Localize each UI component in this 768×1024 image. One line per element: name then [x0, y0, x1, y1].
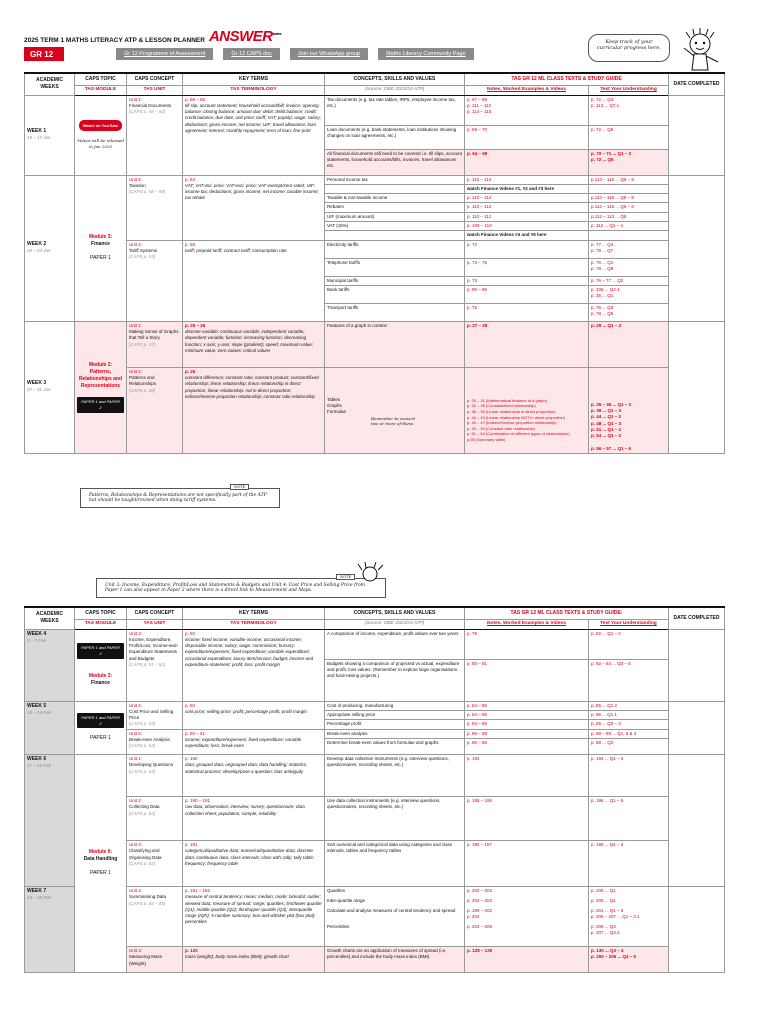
key-terms-classifying: p. 191 categorical/qualitative data; numerical/quantitative data; discrete data; continuous data; class intervals; class with; tally; tally table; frequency; frequency table: [183, 840, 325, 886]
skill: VAT (15%): [325, 221, 465, 230]
atp-table-2: [24, 606, 725, 973]
youtube-button[interactable]: Watch on YouTube: [79, 120, 122, 132]
notes-ref: p. 73 – 75: [465, 258, 589, 276]
test-ref: p. 72 ... Q4 p. 113 ... Q7.1: [589, 95, 669, 125]
test-ref: [589, 184, 669, 193]
unit-classifying: Unit 3: Classifying and Organising Data [CAPS p. 83]: [127, 840, 183, 886]
test-ref: p. 85 ... Q2 – 3: [589, 720, 669, 729]
unit-questions: Unit 1: Developing Questions [CAPS p. 83]: [127, 754, 183, 796]
col-terms: KEY TERMS: [183, 73, 325, 85]
video-note: Videos will be released in Jan 2025: [77, 137, 124, 149]
test-list: p. 35 – 36 ... Q1 – 3 p. 39 ... Q1 – 3 p. 44 ... Q1 – 2 p. 48 ... Q1 – 3 p. 51 ... Q1 – 2 p. 54 ... Q1 – 2 p. 56 – 57 ... Q1 – 6: [589, 367, 669, 453]
paper-cell-w5: PAPER 1 and PAPER 2 PAPER 1: [75, 701, 127, 754]
atp-table-1: [24, 72, 725, 454]
notes-ref: p. 95 – 96: [465, 285, 589, 303]
notes-ref: p. 67 – 68 p. 111 – 112 p. 114 – 115: [465, 95, 589, 125]
notes-ref: p. 84 – 85: [465, 710, 589, 719]
unit-financial-documents: Unit 1: Financial Documents [CAPS p. 49 – 50]: [127, 95, 183, 175]
col-topic: CAPS TOPIC: [75, 607, 127, 619]
week-6: WEEK 6 17 – 21 Feb: [25, 754, 75, 886]
unit-taxation: Unit 5: Taxation [CAPS p. 58 – 59]: [127, 175, 183, 240]
notes-ref: p. 110 – 112: [465, 194, 589, 203]
col-tas-term: TAS TERMINOLOGY: [183, 619, 325, 629]
notes-ref: p. 110 – 112: [465, 175, 589, 184]
week-4: WEEK 4 3 – 7 Feb: [25, 629, 75, 701]
unit-mass: Unit 3: Measuring Mass (Weight): [127, 946, 183, 972]
col-notes: Notes, Worked Examples & Videos: [465, 619, 589, 629]
unit-break-even: Unit 5: Break-even Analysis [CAPS p. 53]: [127, 729, 183, 754]
notes-ref: p. 109 – 110: [465, 221, 589, 230]
unit-graphs: Unit 1: Making Sense of Graphs that Tell a Story [CAPS p. 37]: [127, 321, 183, 367]
week-5: WEEK 5 10 – 14 Feb: [25, 701, 75, 754]
skill: Rebates: [325, 203, 465, 212]
date-cell[interactable]: [669, 95, 725, 175]
col-weeks: ACADEMIC WEEKS: [25, 607, 75, 629]
notes-ref: p. 195 – 196: [465, 796, 589, 840]
youtube-cell: [75, 95, 127, 175]
col-concept: CAPS CONCEPT: [127, 607, 183, 619]
skill: Features of a graph in context: [325, 321, 465, 367]
notes-ref: p. 80 – 81: [465, 659, 589, 701]
skill: A comparison of income, expenditure, profit values over two years: [325, 629, 465, 659]
week-2: WEEK 2 20 – 24 Jan: [25, 175, 75, 321]
skill: Develop data collection instruments (e.g. interview questions, questionnaires, recording sheets, etc.): [325, 754, 465, 796]
date-cell[interactable]: [669, 629, 725, 701]
test-ref: p. 88 – 89 ... Q1, 3 & 4: [589, 729, 669, 738]
key-terms-cost: p. 60 cost price; selling price; profit; percentage profit; profit margin: [183, 701, 325, 729]
test-ref: p. 112 ... Q1 – 4: [589, 221, 669, 230]
col-guide: TAS GR 12 ML CLASS TEXTS & STUDY GUIDE: [465, 73, 669, 85]
notes-ref: p. 110 – 112: [465, 212, 589, 221]
brand-logo: $ANSWER^{series}$: [208, 28, 282, 45]
skill: Appropriate selling price: [325, 710, 465, 719]
notes-ref: p. 79: [465, 629, 589, 659]
test-ref: p. 70 – 71 ... Q1 – 3 p. 72 ... Q5: [589, 149, 669, 175]
col-test: Test Your Understanding: [589, 85, 669, 95]
notes-ref: p. 196 – 197: [465, 840, 589, 886]
skill: Loan documents (e.g. bank statements, loan institutions showing changes on loan agreements, etc.): [325, 125, 465, 149]
skill: Municipal tariffs: [325, 276, 465, 285]
test-ref: p. 76 ... Q3 p. 78 ... Q5: [589, 303, 669, 321]
key-terms-graphs: p. 25 – 26 discrete variable; continuous variable; independent variable; dependent variable; function; increasing function; decreasing function; x-axis; y-axis; slope (gradient); speed; maximum value; minimum value; zero values; critical values: [183, 321, 325, 367]
page-title: 2025 TERM 1 MATHS LITERACY ATP & LESSON PLANNER: [24, 37, 205, 44]
col-concept: CAPS CONCEPT: [127, 73, 183, 85]
notes-ref: p. 194: [465, 754, 589, 796]
skill: Telephone tariffs: [325, 258, 465, 276]
date-cell[interactable]: [669, 321, 725, 453]
key-terms-questions: p. 190 data; grouped data; ungrouped data; data handling; statistics; statistical process; develop/pose a question; bias ambiguity: [183, 754, 325, 796]
skill: Sort numerical and categorical data using categories and class intervals, tables and frequency tables: [325, 840, 465, 886]
skill: UIF (maximum amount): [325, 212, 465, 221]
test-ref: p. 76 – 77 ... Q2: [589, 276, 669, 285]
skill: Percentage profit: [325, 720, 465, 729]
test-ref: p. 85 ... Q1.2: [589, 701, 669, 710]
skill: Break-even analysis: [325, 729, 465, 738]
key-terms-break-even: p. 60 – 61 income; expenditure/expenses; fixed expenditure; variable expenditure; loss; break-even: [183, 729, 325, 754]
note-patterns: NOTE Patterns, Relationships & Representations are not specifically part of the ATP but should be taught/revised when doing tariff systems.: [80, 488, 280, 508]
date-cell[interactable]: [669, 754, 725, 886]
skills-quartiles: Quartiles Inter-quartile range Calculate and analyse measures of central tendency and spread Percentiles: [325, 886, 465, 946]
week-1: WEEK 1 15 – 17 Jan: [25, 95, 75, 175]
test-ref: p. 105 ... Q2.4 p. 35 ... Q1: [589, 285, 669, 303]
key-terms-summarising: p. 191 – 192 measure of central tendency; mean; median; mode; bimodal; outlier; skewed data; measure of spread; range; quartiles; first/lower quartile (Q1); middle quartile (Q2); third/upper quartile (Q3); interquartile range (IQR); 5-number summary; box-and-whisker plot (box plot); percentiles: [183, 886, 325, 946]
skill: [325, 184, 465, 193]
module-finance-w4: PAPER 1 and PAPER 2 Module 3: Finance: [75, 629, 127, 701]
test-ref: p.113 – 116 ... Q6 – 8: [589, 203, 669, 212]
skill: [325, 231, 465, 240]
notes-ref: p. 86 – 88: [465, 729, 589, 738]
notes-ref: p. 72: [465, 240, 589, 258]
test-ref: p.113 – 116 ... Q6 – 8: [589, 194, 669, 203]
key-terms-collecting: p. 190 – 191 raw data; observation; interview; survey; questionnaire; data collection sheet; population; sample; reliability: [183, 796, 325, 840]
notes-ref: p. 128 – 130: [465, 946, 589, 972]
date-cell[interactable]: [669, 701, 725, 754]
unit-income: Unit 3: Income, Expenditure, Profit/Loss, Income-and-Expenditure Statements and Budgets [CAPS p. 51 – 52]: [127, 629, 183, 701]
test-ref: p. 194 ... Q1 – 3: [589, 754, 669, 796]
col-test: Test Your Understanding: [589, 619, 669, 629]
unit-collecting: Unit 2: Collecting Data [CAPS p. 83]: [127, 796, 183, 840]
notes-ref: p. 110 – 112: [465, 203, 589, 212]
col-guide: TAS GR 12 ML CLASS TEXTS & STUDY GUIDE:: [465, 607, 669, 619]
skills-representations: Tables Graphs Formulae Remember to convert two or more of these.: [325, 367, 465, 453]
test-ref: p. 130 ... Q3 – 4 p. 200 – 206 ... Q4 – 5: [589, 946, 669, 972]
test-ref: p.113 – 116 ... Q6 – 8: [589, 175, 669, 184]
test-ref: p. 76 ... Q1 p. 78 ... Q6: [589, 258, 669, 276]
notes-ref: p. 69 – 70: [465, 125, 589, 149]
skill: Tax documents (e.g. tax rate tables, IRP5, employee income tax, etc.): [325, 95, 465, 125]
notes-ref: p. 84 – 85: [465, 701, 589, 710]
key-terms-income: p. 60 income; fixed income; variable income; occasional income; disposable income; salary; wage; commission; bursary; expenditure/expenses; fixed expenditure; variable expenditure; occasional expenditure; luxury item/service; budget; income-and expenditure statement; profit; loss; profit margin: [183, 629, 325, 701]
progress-bubble: Keep track of your curricular progress here.: [588, 34, 670, 62]
test-ref: p. 82 ... Q1 – 2: [589, 629, 669, 659]
unit-cost-price: Unit 4: Cost Price and Selling Price [CAPS p. 52]: [127, 701, 183, 729]
test-ref: p. 72 ... Q6: [589, 125, 669, 149]
nav-link-community[interactable]: Maths Literacy Community Page: [378, 48, 473, 60]
test-ref: p. 82 – 84 ... Q3 – 5: [589, 659, 669, 701]
nav-link-caps[interactable]: Gr 12 CAPS doc: [223, 48, 280, 60]
module-data-handling: Module 6: Data Handling PAPER 1: [75, 754, 127, 972]
test-ref: [589, 231, 669, 240]
remember-note: Remember to convert two or more of these.: [371, 415, 416, 427]
kid-mascot-icon: [676, 28, 724, 72]
notes-ref: p. 86 – 88: [465, 738, 589, 754]
col-tas-unit: TAS UNIT: [127, 85, 183, 95]
skill: Transport tariffs: [325, 303, 465, 321]
test-ref: p. 88 ... Q2: [589, 738, 669, 754]
test-ref: p. 196 ... Q1 – 5: [589, 796, 669, 840]
key-terms-w1: p. 58 – 59 till slip; account statement; household account/bill; invoice; opening balance; closing balance; amount due; debit; debit balance; credit; credit balance; due date; unit price; tariff; VAT; payslip; wage; salary; deductions; gross income; net income; UIF; travel allowance; loan agreement; interest; monthly repayment; term of loan; fine print: [183, 95, 325, 175]
test-ref: p.112 – 113 ... Q5: [589, 212, 669, 221]
skill: Personal income tax: [325, 175, 465, 184]
col-topic: CAPS TOPIC: [75, 73, 127, 85]
module-patterns: Module 2: Patterns, Relationships and Representations PAPER 1 and PAPER 2: [75, 321, 127, 453]
col-tas-term: TAS TERMINOLOGY: [183, 85, 325, 95]
skill: All financial documents still need to be covered i.e. till slips, account statements, household accounts/bills, invoices, travel allowances etc.: [325, 149, 465, 175]
grade-badge: GR 12: [24, 47, 64, 61]
video-link[interactable]: watch Finance Videos #1, #2 and #3 here: [465, 184, 589, 193]
skill: Electricity tariffs: [325, 240, 465, 258]
col-tas-module: TAS MODULE: [75, 85, 127, 95]
col-tas-unit: TAS UNIT: [127, 619, 183, 629]
skill: Taxable & non-taxable income: [325, 194, 465, 203]
skill: Bank tariffs: [325, 285, 465, 303]
module-finance: Module 3: Finance PAPER 1: [75, 175, 127, 321]
unit-patterns: Unit 2: Patterns and Relationships [CAPS p. 38]: [127, 367, 183, 453]
col-tas-module: TAS MODULE: [75, 619, 127, 629]
test-ref: p. 77 ... Q4 p. 78 ... Q7: [589, 240, 669, 258]
key-terms-patterns: p. 26 constant difference; constant ratio; constant product; constant/fixed relationship; linear relationship; linear relationship in direct proportion; linear relationship: not in direct proportion; indirect/inverse proportion relationship; constant ratio relationship: [183, 367, 325, 453]
notes-quartiles: p. 202 – 203 p. 202 – 203 p. 199 – 202 p. 204 p. 204 – 205: [465, 886, 589, 946]
test-ref: p. 198 ... Q1 – 3: [589, 840, 669, 886]
test-ref: p. 85 ... Q1.1: [589, 710, 669, 719]
nav-link-whatsapp[interactable]: Join our WhatsApp group: [290, 48, 368, 60]
key-terms-mass: p. 120 mass (weight); body mass index (BMI); growth chart: [183, 946, 325, 972]
date-cell[interactable]: [669, 175, 725, 321]
key-terms-tariff: p. 59 tariff; prepaid tariff; contract tariff; consumption rate: [183, 240, 325, 321]
test-quartiles: p. 205 ... Q1 p. 205 ... Q1 p. 201 ... Q1 – 3 p. 206 – 207 ... Q1 – 3.1 p. 205 ... Q3 p. 207 ... Q3.2: [589, 886, 669, 946]
col-date: DATE COMPLETED: [669, 73, 725, 95]
nav-link-poa[interactable]: Gr 12 Programme of Assessment: [116, 48, 213, 60]
date-cell[interactable]: [669, 886, 725, 972]
notes-ref: p. 75: [465, 303, 589, 321]
col-terms: KEY TERMS: [183, 607, 325, 619]
unit-tariff-systems: Unit 2: Tariff Systems [CAPS p. 53]: [127, 240, 183, 321]
skill: Cost of producing, manufacturing: [325, 701, 465, 710]
col-date: DATE COMPLETED: [669, 607, 725, 629]
notes-list: p. 29 – 31 (Mathematical features of a graph) p. 32 – 35 (Constant/fixed relationship) p. 36 – 39 (Linear relationship in direct proportion) p. 40 – 43 (Linear relationship NOT in direct proportion) p. 45 – 47 (Indirect/Inverse proportion relationship) p. 49 – 50 (Constant ratio relationship) p. 51 – 54 (Combination of different types of relationships) p.55 (Summary table): [465, 367, 589, 453]
col-weeks: ACADEMIC WEEKS: [25, 73, 75, 95]
col-source: (Source: DBE 2023/24 ATP): [325, 85, 465, 95]
video-link[interactable]: watch Finance Videos #4 and #5 here: [465, 231, 589, 240]
kid-face-icon: [352, 562, 388, 582]
notes-ref: p. 84 – 85: [465, 720, 589, 729]
notes-ref: p. 64 – 69: [465, 149, 589, 175]
notes-ref: p. 27 – 28: [465, 321, 589, 367]
skill: Determine break-even values from formulae and graphs: [325, 738, 465, 754]
skill: Use data collection instruments (e.g. interview questions, questionnaires, recording sheets, etc.): [325, 796, 465, 840]
col-notes: Notes, Worked Examples & Videos: [465, 85, 589, 95]
unit-summarising: Unit 4: Summarising Data [CAPS p. 84 – 85]: [127, 886, 183, 946]
col-skills: CONCEPTS, SKILLS AND VALUES: [325, 607, 465, 619]
col-source: (Source: DBE 2023/24 ATP): [325, 619, 465, 629]
skill: Budgets showing a comparison of projected vs actual, expenditure and profit, loss values. (Remember to explore large organisations and fund-raising projects.): [325, 659, 465, 701]
key-terms-taxation: p. 63 VAT; VAT-incl. price; VAT-excl. price; VAT exempt/zero-rated; UIF; income tax; deductions; gross income; net income; taxable income; tax rebate: [183, 175, 325, 240]
week-7: WEEK 7 24 – 28 Feb: [25, 886, 75, 972]
col-skills: CONCEPTS, SKILLS AND VALUES: [325, 73, 465, 85]
notes-ref: p. 73: [465, 276, 589, 285]
skill: Growth charts are an application of measures of spread (i.e. percentiles) and include the body mass index (BMI).: [325, 946, 465, 972]
test-ref: p. 29 ... Q1 – 3: [589, 321, 669, 367]
week-3: WEEK 3 27 – 31 Jan: [25, 321, 75, 453]
paper-badge: PAPER 1 and PAPER 2: [77, 397, 124, 412]
note-paper2: NOTE Unit 3: Income, Expenditure, Profit/Loss and Statements & Budgets and Unit 4: Cost Price and Selling Price from Paper 1 can also appear in Paper 2 where there is a direct link to Measurement and Maps.: [96, 578, 386, 598]
